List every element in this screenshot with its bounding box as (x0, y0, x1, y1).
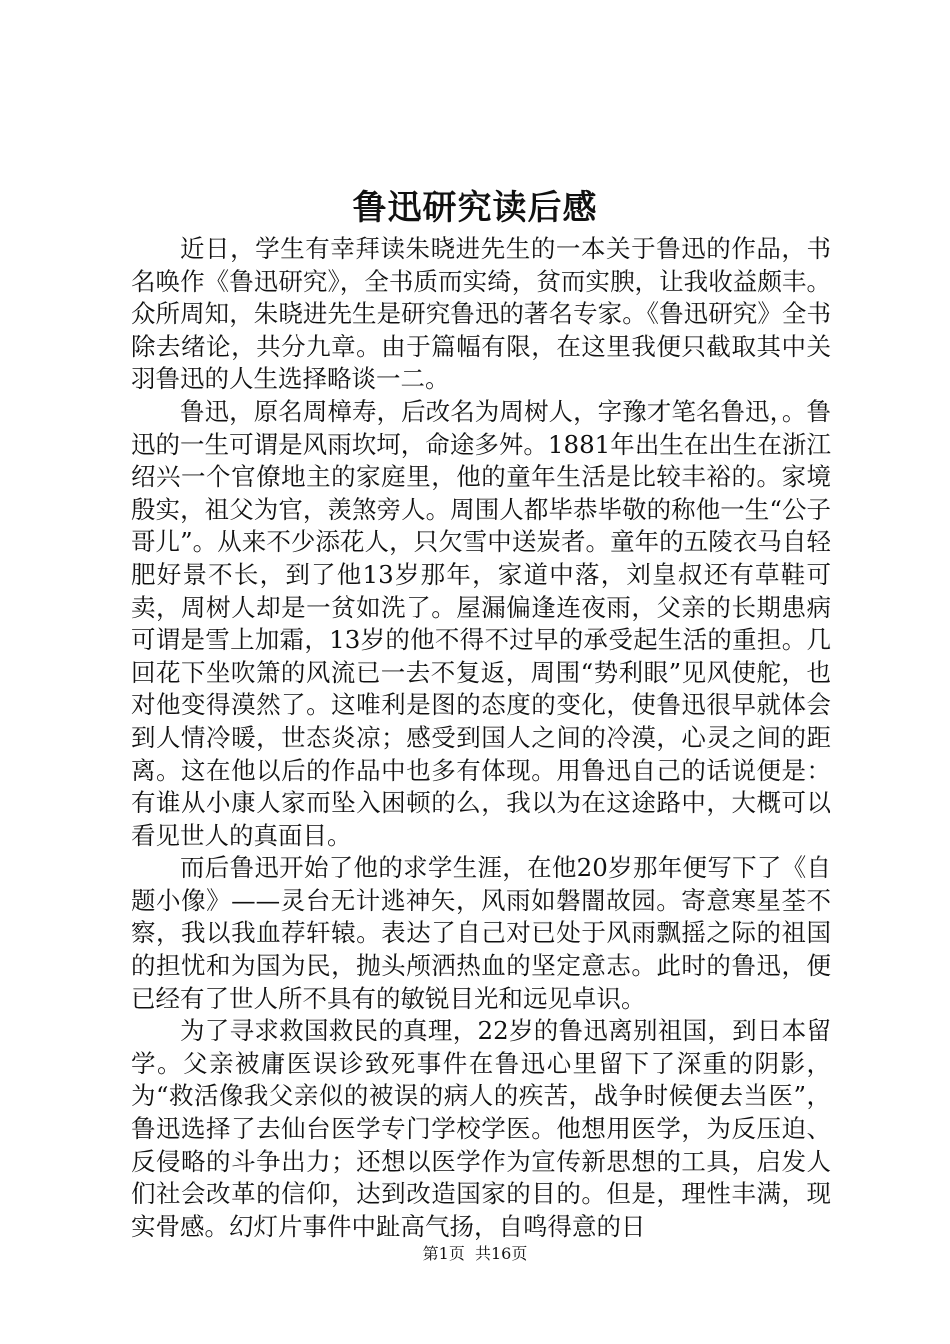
document-title: 鲁迅研究读后感 (352, 188, 598, 228)
paragraph-studies: 而后鲁迅开始了他的求学生涯，在他20岁那年便写下了《自题小像》——灵台无计逃神矢，风雨如磐闇故园。寄意寒星荃不察，我以我血荐轩辕。表达了自己对已处于风雨飘摇之际的祖国的担忧和为国为民，抛头颅洒热血的坚定意志。此时的鲁迅，便已经有了世人所不具有的敏锐目光和远见卓识。 (131, 853, 831, 1013)
document-body (131, 233, 831, 1243)
paragraph-japan: 为了寻求救国救民的真理，22岁的鲁迅离别祖国，到日本留学。父亲被庸医误诊致死事件在鲁迅心里留下了深重的阴影，为“救活像我父亲似的被误的病人的疾苦，战争时候便去当医”，鲁迅选择了去仙台医学专门学校学医。他想用医学，为反压迫、反侵略的斗争出力；还想以医学作为宣传新思想的工具，启发人们社会改革的信仰，达到改造国家的目的。但是，理性丰满，现实骨感。幻灯片事件中趾高气扬，自鸣得意的日 (131, 1016, 831, 1241)
page-number: 第1页 共16页 (422, 1244, 528, 1263)
paragraph-intro: 近日，学生有幸拜读朱晓进先生的一本关于鲁迅的作品，书名唤作《鲁迅研究》，全书质而实绮，贫而实腴，让我收益颇丰。众所周知，朱晓进先生是研究鲁迅的著名专家。《鲁迅研究》全书除去绪论，共分九章。由于篇幅有限，在这里我便只截取其中关羽鲁迅的人生选择略谈一二。 (131, 234, 831, 394)
page-footer (0, 1243, 950, 1265)
paragraph-childhood: 鲁迅，原名周樟寿，后改名为周树人，字豫才笔名鲁迅，。鲁迅的一生可谓是风雨坎坷，命途多舛。1881年出生在出生在浙江绍兴一个官僚地主的家庭里，他的童年生活是比较丰裕的。家境殷实，祖父为官，羡煞旁人。周围人都毕恭毕敬的称他一生“公子哥儿”。从来不少添花人，只欠雪中送炭者。童年的五陵衣马自轻肥好景不长，到了他13岁那年，家道中落，刘皇叔还有草鞋可卖，周树人却是一贫如洗了。屋漏偏逢连夜雨，父亲的长期患病可谓是雪上加霜，13岁的他不得不过早的承受起生活的重担。几回花下坐吹箫的风流已一去不复返，周围“势利眼”见风使舵，也对他变得漠然了。这唯利是图的态度的变化，使鲁迅很早就体会到人情冷暖，世态炎凉；感受到国人之间的冷漠，心灵之间的距离。这在他以后的作品中也多有体现。用鲁迅自己的话说便是：有谁从小康人家而坠入困顿的么，我以为在这途路中，大概可以看见世人的真面目。 (131, 396, 831, 850)
